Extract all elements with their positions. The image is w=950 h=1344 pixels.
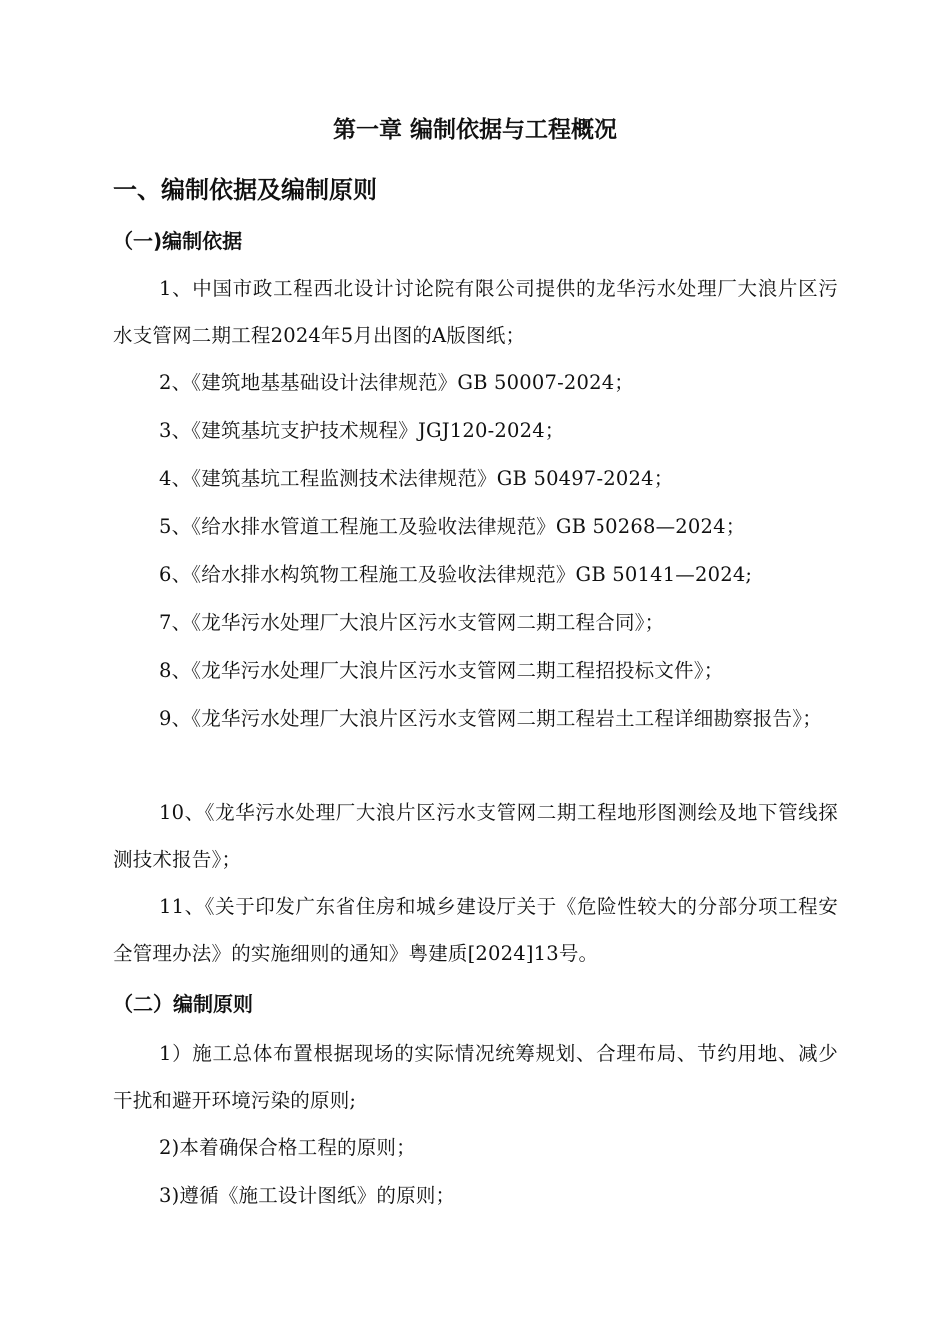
- subsection-heading-principles: （二）编制原则: [113, 992, 253, 1016]
- chapter-title: 第一章 编制依据与工程概况: [332, 117, 617, 143]
- basis-item-1: 1、中国市政工程西北设计讨论院有限公司提供的龙华污水处理厂大浪片区污水支管网二期工程2024年5月出图的A版图纸；: [113, 277, 838, 347]
- principle-item-3: 3)遵循《施工设计图纸》的原则；: [159, 1184, 456, 1207]
- basis-item-5: 5、《给水排水管道工程施工及验收法律规范》GB 50268—2024；: [159, 515, 746, 538]
- basis-item-8: 8、《龙华污水处理厂大浪片区污水支管网二期工程招投标文件》；: [159, 659, 724, 682]
- principle-item-1: 1）施工总体布置根据现场的实际情况统筹规划、合理布局、节约用地、减少干扰和避开环境污染的原则;: [113, 1042, 838, 1112]
- basis-item-2: 2、《建筑地基基础设计法律规范》GB 50007-2024；: [159, 371, 635, 394]
- basis-item-11: 11、《关于印发广东省住房和城乡建设厅关于《危险性较大的分部分项工程安全管理办法》的实施细则的通知》粤建质[2024]13号。: [113, 895, 838, 965]
- subsection-heading-basis: （一)编制依据: [113, 229, 243, 253]
- basis-item-3: 3、《建筑基坑支护技术规程》JGJ120-2024；: [159, 419, 565, 442]
- section-heading-basis-principles: 一、编制依据及编制原则: [113, 176, 377, 204]
- basis-item-4: 4、《建筑基坑工程监测技术法律规范》GB 50497-2024；: [159, 467, 674, 490]
- basis-item-6: 6、《给水排水构筑物工程施工及验收法律规范》GB 50141—2024;: [159, 563, 753, 586]
- basis-item-9: 9、《龙华污水处理厂大浪片区污水支管网二期工程岩土工程详细勘察报告》；: [159, 707, 822, 730]
- basis-item-7: 7、《龙华污水处理厂大浪片区污水支管网二期工程合同》；: [159, 611, 665, 634]
- principle-item-2: 2)本着确保合格工程的原则；: [159, 1136, 416, 1159]
- basis-item-10: 10、《龙华污水处理厂大浪片区污水支管网二期工程地形图测绘及地下管线探测技术报告》；: [113, 801, 838, 871]
